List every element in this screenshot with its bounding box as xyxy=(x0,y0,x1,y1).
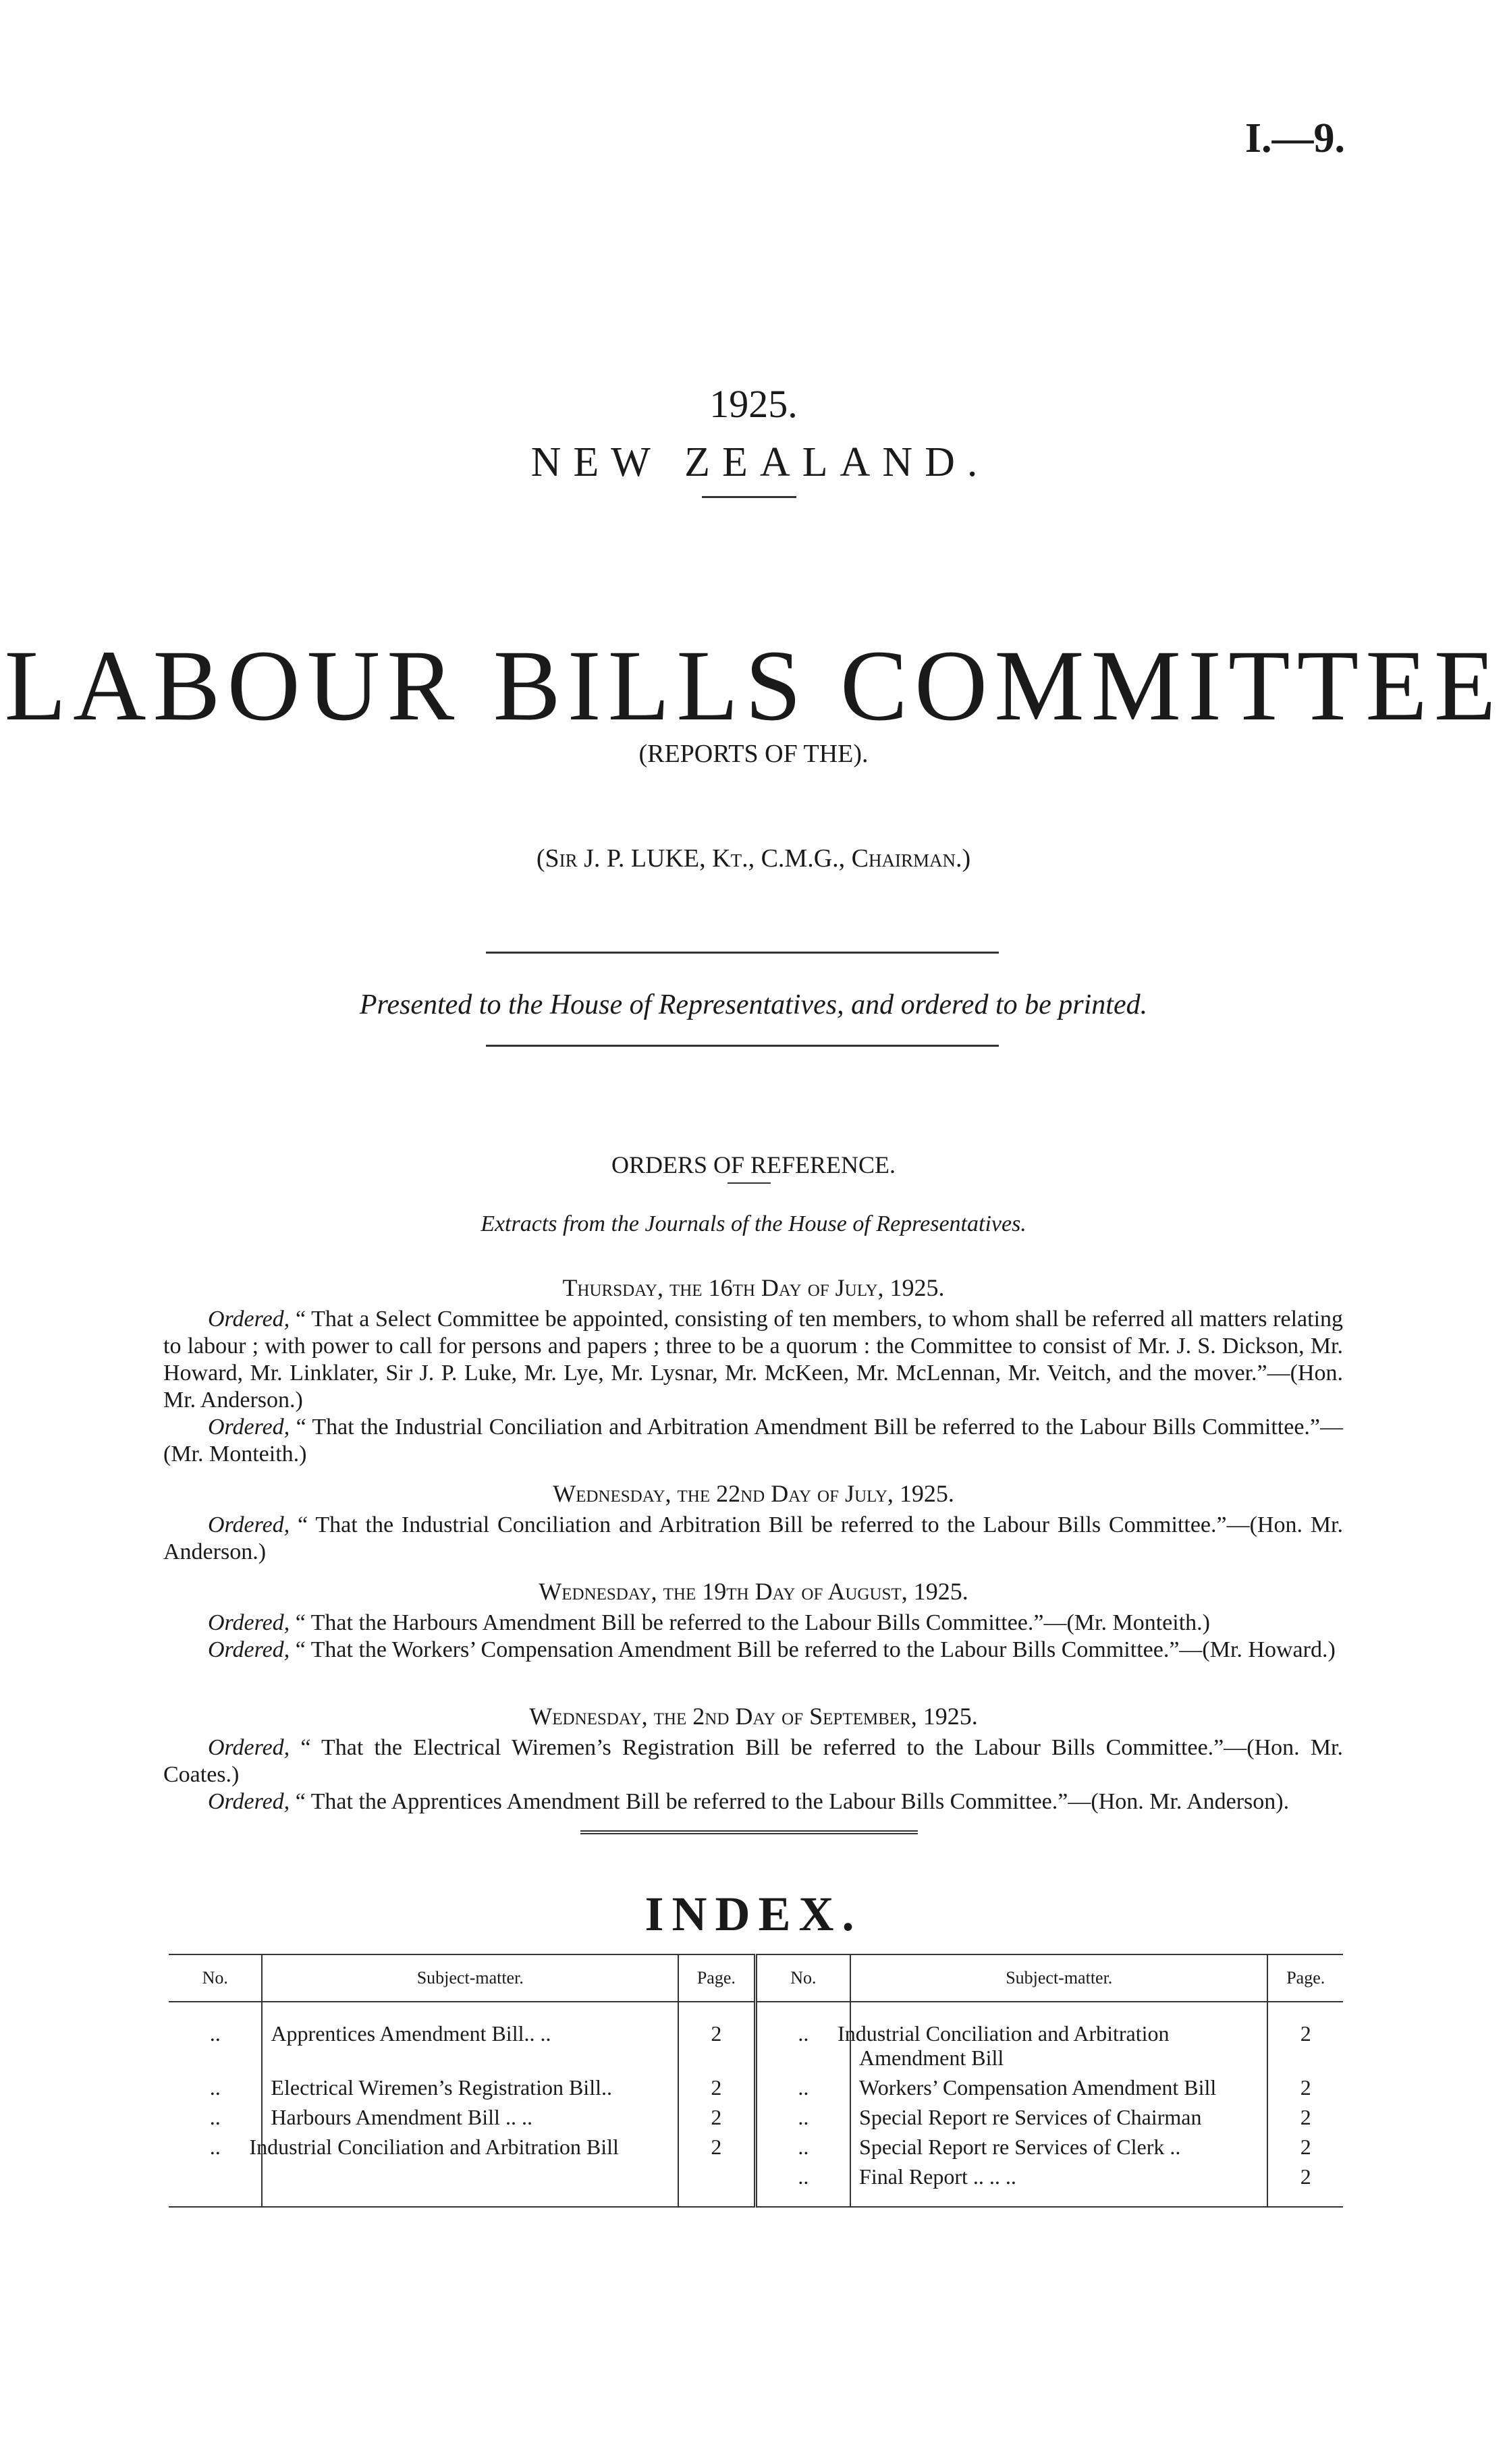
index-subject: Electrical Wiremen’s Registration Bill.. xyxy=(262,2073,678,2102)
section-date: Thursday, the 16th Day of July, 1925. xyxy=(562,1274,945,1301)
index-no: .. xyxy=(169,2073,262,2102)
index-no: .. xyxy=(755,2132,850,2162)
index-table xyxy=(169,1954,1343,2208)
col-header-no: No. xyxy=(169,1954,262,2002)
table-row xyxy=(169,2102,1343,2132)
index-page: 2 xyxy=(1300,2075,1311,2100)
col-header-subject: Subject-matter. xyxy=(262,1954,678,2002)
index-subject: Special Report re Services of Clerk .. xyxy=(850,2132,1267,2162)
index-page: 2 xyxy=(1300,2135,1311,2159)
order-paragraph xyxy=(163,1610,1343,1637)
order-text: “ That the Electrical Wiremen’s Registration Bill be referred to the Labour Bills Committee.”—(Hon. Mr. Coates.) xyxy=(163,1735,1344,1787)
index-subject: Industrial Conciliation and Arbitration Amendment Bill xyxy=(850,2019,1267,2073)
table-row xyxy=(169,2019,1343,2073)
index-header-row xyxy=(169,1954,1343,2002)
index-page: 2 xyxy=(678,2019,755,2073)
chairman-line: (Sir J. P. LUKE, Kt., C.M.G., Chairman.) xyxy=(536,844,971,873)
index-subject: Special Report re Services of Chairman xyxy=(850,2102,1267,2132)
section-date: Wednesday, the 2nd Day of September, 1925. xyxy=(529,1703,978,1730)
main-title: LABOUR BILLS COMMITTEE xyxy=(4,630,1503,742)
col-header-page: Page. xyxy=(678,1954,755,2002)
order-paragraph xyxy=(163,1414,1343,1468)
index-no: .. xyxy=(755,2162,850,2191)
order-paragraph xyxy=(163,1306,1343,1414)
ordered-label: Ordered, xyxy=(208,1637,290,1662)
presented-line: Presented to the House of Representatives, and ordered to be printed. xyxy=(359,989,1148,1020)
col-header-subject: Subject-matter. xyxy=(850,1954,1267,2002)
index-subject: Final Report .. .. .. xyxy=(850,2162,1267,2191)
country-heading: NEW ZEALAND. xyxy=(530,439,990,485)
subtitle: (REPORTS OF THE). xyxy=(638,740,869,768)
table-row xyxy=(169,2073,1343,2102)
index-no: .. xyxy=(169,2019,262,2073)
orders-heading: ORDERS OF REFERENCE. xyxy=(611,1151,896,1178)
index-title: INDEX. xyxy=(645,1887,862,1941)
order-paragraph xyxy=(163,1637,1343,1664)
order-text: “ That the Industrial Conciliation and Arbitration Amendment Bill be referred to the Labour Bills Committee.”—(Mr. Monteith.) xyxy=(163,1415,1344,1467)
year: 1925. xyxy=(709,382,798,426)
divider-short xyxy=(702,496,796,498)
index-subject: Industrial Conciliation and Arbitration Bill xyxy=(262,2132,678,2162)
order-paragraph xyxy=(163,1788,1343,1815)
table-row xyxy=(169,2132,1343,2162)
index-no: .. xyxy=(755,2102,850,2132)
order-paragraph xyxy=(163,1512,1343,1566)
col-header-no: No. xyxy=(755,1954,850,2002)
index-subject: Workers’ Compensation Amendment Bill xyxy=(850,2073,1267,2102)
divider-lower xyxy=(486,1045,999,1047)
index-subject: Harbours Amendment Bill .. .. xyxy=(262,2102,678,2132)
section-date: Wednesday, the 22nd Day of July, 1925. xyxy=(553,1480,954,1507)
divider-double xyxy=(580,1830,918,1834)
section-date: Wednesday, the 19th Day of August, 1925. xyxy=(539,1578,968,1605)
order-text: “ That the Apprentices Amendment Bill be referred to the Labour Bills Committee.”—(Hon. Mr. Anderson). xyxy=(295,1789,1290,1814)
order-text: “ That a Select Committee be appointed, consisting of ten members, to whom shall be referred all matters relating to labour ; with power to call for persons and papers ; three to be a quorum : the Committee to consist of Mr. J. S. Dickson, Mr. Howard, Mr. Linklater, Sir J. P. Luke, Mr. Lye, Mr. Lysnar, Mr. McKeen, Mr. McLennan, Mr. Veitch, and the mover.”—(Hon. Mr. Anderson.) xyxy=(163,1307,1344,1413)
order-text: “ That the Harbours Amendment Bill be referred to the Labour Bills Committee.”—(Mr. Monteith.) xyxy=(295,1610,1210,1635)
ordered-label: Ordered, xyxy=(208,1415,290,1440)
index-no: .. xyxy=(169,2132,262,2162)
document-code: I.—9. xyxy=(1244,115,1345,161)
extracts-line: Extracts from the Journals of the House of Representatives. xyxy=(481,1211,1026,1236)
index-page: 2 xyxy=(1300,2105,1311,2129)
index-page: 2 xyxy=(678,2132,755,2162)
index-no: .. xyxy=(755,2019,850,2073)
col-header-page: Page. xyxy=(1267,1954,1343,2002)
ordered-label: Ordered, xyxy=(208,1789,290,1814)
divider-tiny xyxy=(728,1182,771,1184)
ordered-label: Ordered, xyxy=(208,1512,290,1537)
index-page: 2 xyxy=(678,2073,755,2102)
index-page: 2 xyxy=(678,2102,755,2132)
ordered-label: Ordered, xyxy=(208,1735,290,1760)
index-page: 2 xyxy=(1300,2021,1311,2046)
order-paragraph xyxy=(163,1734,1343,1788)
order-text: “ That the Workers’ Compensation Amendment Bill be referred to the Labour Bills Committee.”—(Mr. Howard.) xyxy=(295,1637,1336,1662)
index-no: .. xyxy=(169,2102,262,2132)
divider-upper xyxy=(486,952,999,954)
ordered-label: Ordered, xyxy=(208,1610,290,1635)
order-text: “ That the Industrial Conciliation and Arbitration Bill be referred to the Labour Bills Committee.”—(Hon. Mr. Anderson.) xyxy=(163,1512,1343,1564)
table-row xyxy=(169,2162,1343,2191)
index-no: .. xyxy=(755,2073,850,2102)
index-page: 2 xyxy=(1300,2164,1311,2189)
index-subject: Apprentices Amendment Bill.. .. xyxy=(262,2019,678,2073)
ordered-label: Ordered, xyxy=(208,1307,290,1332)
